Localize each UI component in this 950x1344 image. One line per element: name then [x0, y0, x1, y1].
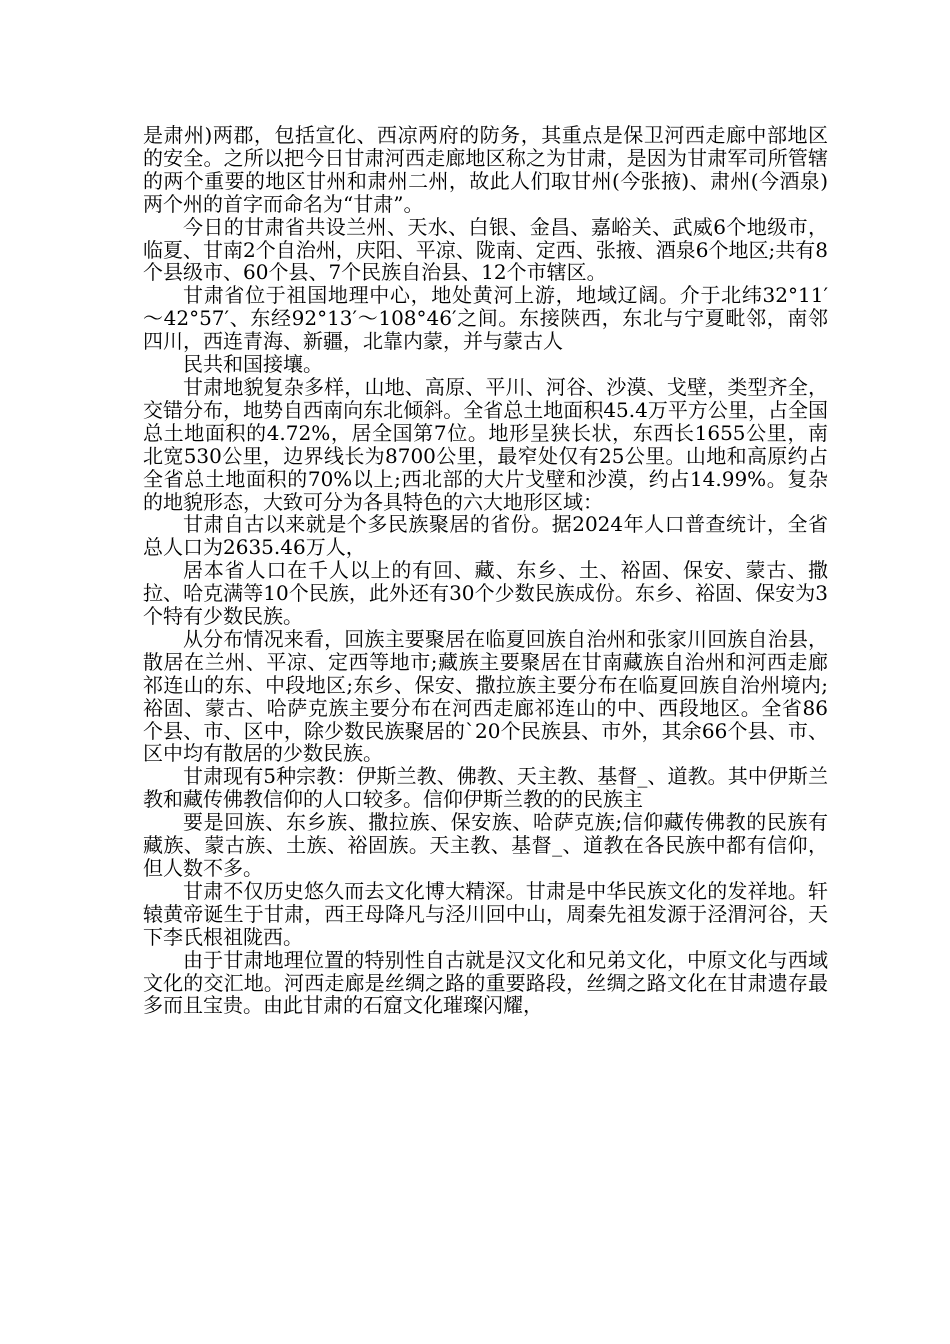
paragraph-1: 是肃州)两郡，包括宣化、西凉两府的防务，其重点是保卫河西走廊中部地区的安全。之所以把今日甘肃河西走廊地区称之为甘肃，是因为甘肃军司所管辖的两个重要的地区甘州和肃州二州，故此人们取甘州(今张掖)、肃州(今酒泉)两个州的首字而命名为“甘肃”。	[143, 123, 828, 216]
document-page	[143, 124, 828, 1017]
paragraph-7: 居本省人口在千人以上的有回、藏、东乡、土、裕固、保安、蒙古、撒拉、哈克满等10个民族，此外还有30个少数民族成份。东乡、裕固、保安为3个特有少数民族。	[143, 558, 828, 629]
paragraph-9: 甘肃现有5种宗教：伊斯兰教、佛教、天主教、基督_、道教。其中伊斯兰教和藏传佛教信仰的人口较多。信仰伊斯兰教的的民族主	[143, 764, 828, 812]
paragraph-4: 民共和国接壤。	[183, 352, 323, 377]
paragraph-10: 要是回族、东乡族、撒拉族、保安族、哈萨克族;信仰藏传佛教的民族有藏族、蒙古族、土族、裕固族。天主教、基督_、道教在各民族中都有信仰，但人数不多。	[143, 810, 828, 880]
paragraph-11: 甘肃不仅历史悠久而去文化博大精深。甘肃是中华民族文化的发祥地。轩辕黄帝诞生于甘肃，西王母降凡与泾川回中山，周秦先祖发源于泾渭河谷，天下李氏根祖陇西。	[143, 878, 828, 949]
paragraph-2: 今日的甘肃省共设兰州、天水、白银、金昌、嘉峪关、武威6个地级市，临夏、甘南2个自治州，庆阳、平凉、陇南、定西、张掖、酒泉6个地区;共有8个县级市、60个县、7个民族自治县、12个市辖区。	[143, 214, 828, 285]
paragraph-3: 甘肃省位于祖国地理中心，地处黄河上游，地域辽阔。介于北纬32°11′～42°57′、东经92°13′～108°46′之间。东接陕西，东北与宁夏毗邻，南邻四川，西连青海、新疆，北靠内蒙，并与蒙古人	[143, 283, 828, 354]
paragraph-5: 甘肃地貌复杂多样，山地、高原、平川、河谷、沙漠、戈壁，类型齐全，交错分布，地势自西南向东北倾斜。全省总土地面积45.4万平方公里，占全国总土地面积的4.72%，居全国第7位。地形呈狭长状，东西长1655公里，南北宽530公里，边界线长为8700公里，最窄处仅有25公里。山地和高原约占全省总土地面积的70%以上;西北部的大片戈壁和沙漠，约占14.99%。复杂的地貌形态，大致可分为各具特色的六大地形区域：	[143, 374, 828, 514]
paragraph-12: 由于甘肃地理位置的特别性自古就是汉文化和兄弟文化，中原文化与西域文化的交汇地。河西走廊是丝绸之路的重要路段，丝绸之路文化在甘肃遗存最多而且宝贵。由此甘肃的石窟文化璀璨闪耀，	[143, 947, 828, 1018]
paragraph-6: 甘肃自古以来就是个多民族聚居的省份。据2024年人口普查统计，全省总人口为2635.46万人，	[143, 512, 828, 560]
paragraph-8: 从分布情况来看，回族主要聚居在临夏回族自治州和张家川回族自治县，散居在兰州、平凉、定西等地市;藏族主要聚居在甘南藏族自治州和河西走廊祁连山的东、中段地区;东乡、保安、撒拉族主要分布在临夏回族自治州境内;裕固、蒙古、哈萨克族主要分布在河西走廊祁连山的中、西段地区。全省86个县、市、区中，除少数民族聚居的`20个民族县、市外，其余66个县、市、区中均有散居的少数民族。	[143, 626, 828, 766]
